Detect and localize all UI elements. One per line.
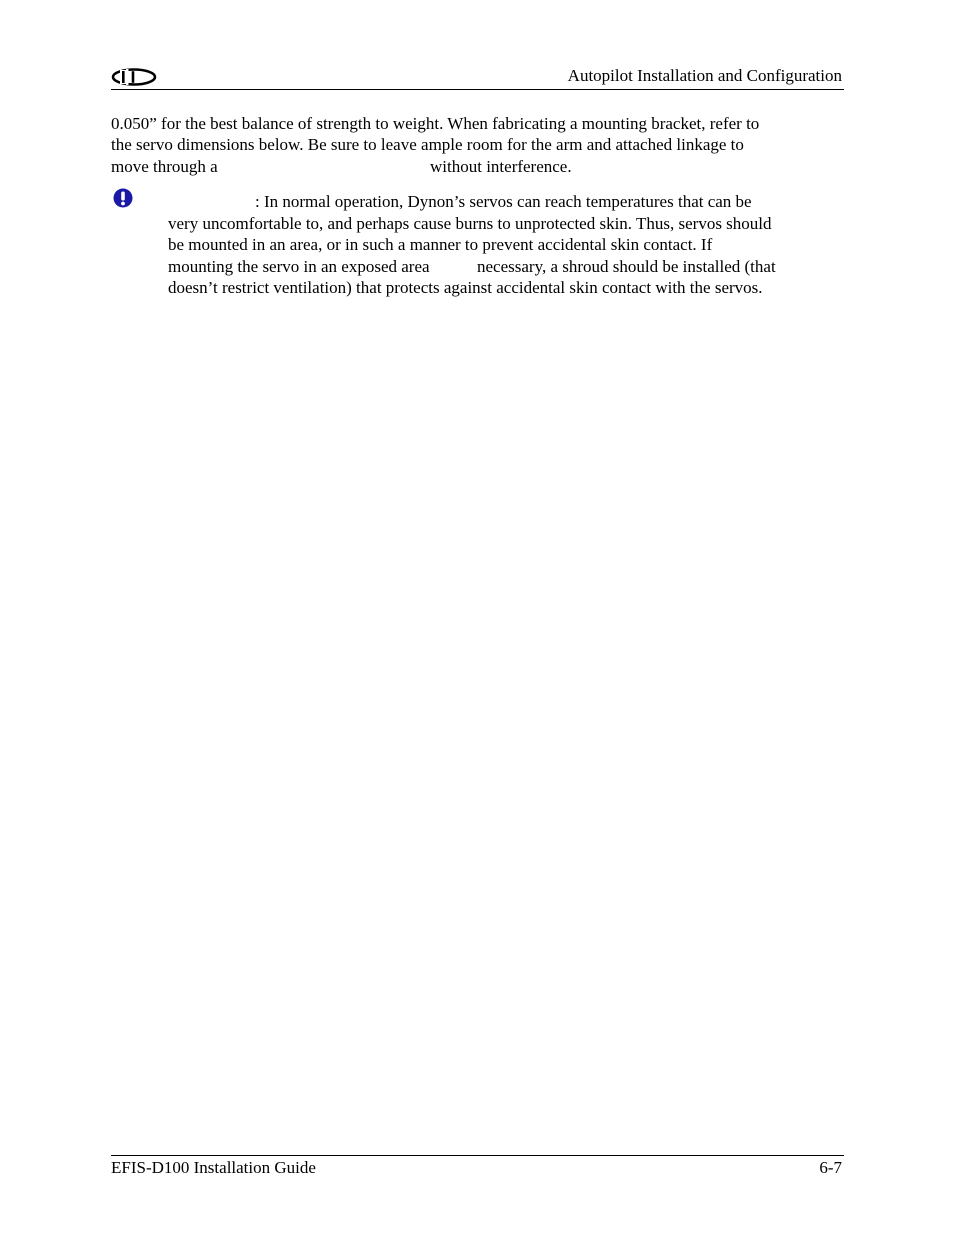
warning-line: doesn’t restrict ventilation) that protects against accidental skin contact with the servos. <box>168 278 763 297</box>
warning-line: necessary, a shroud should be installed (that <box>477 257 776 276</box>
warning-line: mounting the servo in an exposed area <box>168 257 430 276</box>
paragraph-line: move through a <box>111 157 218 176</box>
paragraph-line: 0.050” for the best balance of strength to weight. When fabricating a mounting bracket, refer to <box>111 114 760 133</box>
warning-line: be mounted in an area, or in such a manner to prevent accidental skin contact. If <box>168 235 713 254</box>
page-number: 6-7 <box>819 1158 842 1177</box>
dynon-logo-icon <box>111 68 157 86</box>
header-title: Autopilot Installation and Configuration <box>567 66 842 85</box>
paragraph-line: the servo dimensions below. Be sure to leave ample room for the arm and attached linkage to <box>111 135 744 154</box>
footer-divider <box>111 1155 844 1156</box>
header-divider <box>111 89 844 90</box>
warning-line: very uncomfortable to, and perhaps cause burns to unprotected skin. Thus, servos should <box>168 214 772 233</box>
footer-guide-title: EFIS-D100 Installation Guide <box>111 1158 316 1177</box>
exclamation-icon <box>113 188 133 208</box>
paragraph-line: without interference. <box>430 157 572 176</box>
warning-line: : In normal operation, Dynon’s servos can reach temperatures that can be <box>255 192 752 211</box>
